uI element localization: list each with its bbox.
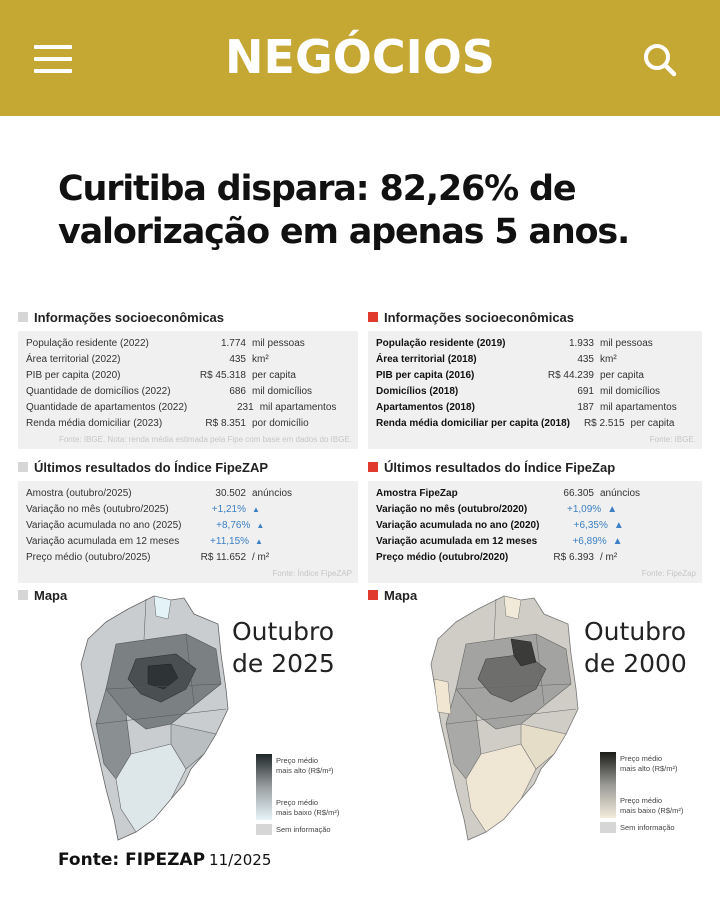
table-row: Variação acumulada em 12 meses +6,89% ▲ (376, 534, 696, 550)
map-legend: Preço médio mais alto (R$/m²) Preço médio mais baixo (R$/m²) Sem informação (600, 752, 710, 842)
table-row: Apartamentos (2018) 187 mil apartamentos (376, 402, 677, 413)
table-row: População residente (2022) 1.774 mil pessoas (26, 338, 305, 349)
socio-table (18, 331, 358, 449)
no-data-swatch (256, 824, 272, 835)
table-row: Variação no mês (outubro/2020) +1,09% ▲ (376, 502, 696, 518)
curitiba-map-2000 (426, 594, 596, 844)
source-date: 11/2025 (209, 851, 272, 869)
no-data-swatch (600, 822, 616, 833)
color-gradient-bar (256, 754, 272, 820)
left-socio-panel (18, 308, 358, 449)
period-label: Outubro (232, 617, 335, 646)
article-headline: Curitiba dispara: 82,26% de valorização em apenas 5 anos. (58, 169, 630, 252)
red-square-icon (368, 590, 378, 600)
table-row: Quantidade de apartamentos (2022) 231 mil apartamentos (26, 402, 337, 413)
socio-table (368, 331, 702, 449)
table-row: Renda média domiciliar (2023) R$ 8.351 por domicílio (26, 418, 309, 429)
grey-square-icon (18, 462, 28, 472)
curitiba-map-2025 (76, 594, 246, 844)
up-triangle-icon: ▲ (252, 505, 260, 514)
grey-square-icon (18, 590, 28, 600)
table-row: PIB per capita (2016) R$ 44.239 per capita (376, 370, 644, 381)
table-row: Preço médio (outubro/2025) R$ 11.652 / m² (26, 552, 270, 563)
table-row: Variação no mês (outubro/2025) +1,21% ▲ (26, 502, 352, 518)
table-row: Domicílios (2018) 691 mil domicílios (376, 386, 661, 397)
table-row: Amostra (outubro/2025) 30.502 anúncios (26, 488, 293, 499)
left-fipezap-panel (18, 458, 358, 583)
search-icon[interactable] (640, 40, 680, 80)
source-note: Fonte: FipeZap (641, 569, 696, 578)
right-map-section (368, 586, 718, 841)
fipezap-table (18, 481, 358, 583)
panel-title: Mapa (34, 587, 68, 603)
table-row: Amostra FipeZap 66.305 anúncios (376, 488, 641, 499)
red-square-icon (368, 462, 378, 472)
table-row: PIB per capita (2020) R$ 45.318 per capita (26, 370, 296, 381)
map-legend: Preço médio mais alto (R$/m²) Preço médio mais baixo (R$/m²) Sem informação (256, 754, 366, 844)
left-map-section (18, 586, 368, 841)
table-row: Renda média domiciliar per capita (2018) R$ 2.515 per capita (376, 418, 675, 429)
source-footer (58, 850, 271, 870)
table-row: Quantidade de domicílios (2022) 686 mil domicílios (26, 386, 313, 397)
up-triangle-icon: ▲ (612, 536, 623, 547)
section-title: NEGÓCIOS (225, 30, 495, 84)
panel-title: Últimos resultados do Índice FipeZap (384, 459, 616, 475)
grey-square-icon (18, 312, 28, 322)
right-fipezap-panel (368, 458, 702, 583)
panel-title: Informações socioeconômicas (384, 309, 575, 325)
top-app-bar (0, 0, 720, 116)
table-row: População residente (2019) 1.933 mil pessoas (376, 338, 653, 349)
table-row: Variação acumulada no ano (2020) +6,35% ▲ (376, 518, 696, 534)
table-row: Variação acumulada no ano (2025) +8,76% ▲ (26, 518, 352, 534)
fipezap-table (368, 481, 702, 583)
source-note: Fonte: Índice FipeZAP (272, 569, 352, 578)
period-label: Outubro (584, 617, 687, 646)
period-label: de 2025 (232, 649, 335, 678)
color-gradient-bar (600, 752, 616, 818)
table-row: Variação acumulada em 12 meses +11,15% ▲ (26, 534, 352, 550)
panel-title: Mapa (384, 587, 418, 603)
table-row: Preço médio (outubro/2020) R$ 6.393 / m² (376, 552, 618, 563)
red-square-icon (368, 312, 378, 322)
up-triangle-icon: ▲ (256, 521, 265, 530)
up-triangle-icon: ▲ (255, 537, 263, 546)
up-triangle-icon: ▲ (607, 504, 618, 515)
source-label: Fonte: FIPEZAP (58, 850, 206, 870)
source-note: Fonte: IBGE. (649, 435, 696, 444)
panel-title: Informações socioeconômicas (34, 309, 225, 325)
right-socio-panel (368, 308, 702, 449)
table-row: Área territorial (2018) 435 km² (376, 354, 617, 365)
up-triangle-icon: ▲ (613, 520, 624, 531)
panel-title: Últimos resultados do Índice FipeZAP (34, 459, 269, 475)
source-note: Fonte: IBGE. Nota: renda média estimada pela Fipe com base em dados do IBGE. (58, 435, 352, 444)
table-row: Área territorial (2022) 435 km² (26, 354, 269, 365)
period-label: de 2000 (584, 649, 687, 678)
